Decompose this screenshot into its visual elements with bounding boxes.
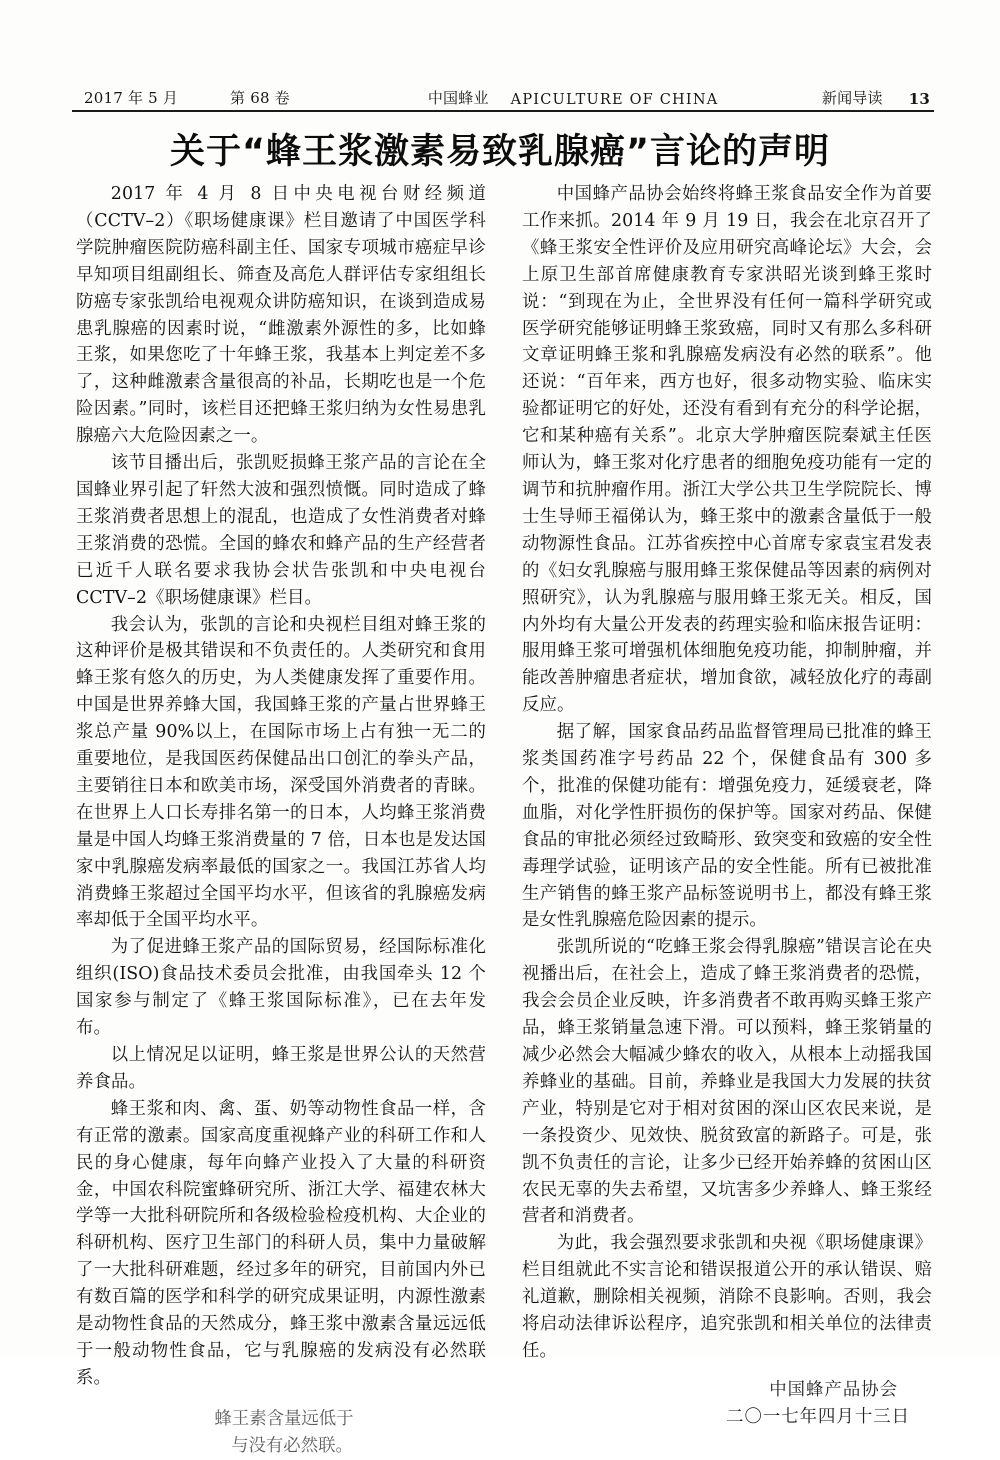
paragraph: 中国蜂产品协会始终将蜂王浆食品安全作为首要工作来抓。2014 年 9 月 19 日，我会在北京召开了《蜂王浆安全性评价及应用研究高峰论坛》大会，会上原卫生部首席健康教育专家洪昭光谈到蜂王浆时说：“到现在为止，全世界没有任何一篇科学研究或医学研究能够证明蜂王浆致癌，同时又有那么多科研文章证明蜂王浆和乳腺癌发病没有必然的联系”。他还说：“百年来，西方也好，很多动物实验、临床实验都证明它的好处，还没有看到有充分的科学论据，它和某种癌有关系”。北京大学肿瘤医院秦斌主任医师认为，蜂王浆对化疗患者的细胞免疫功能有一定的调节和抗肿瘤作用。浙江大学公共卫生学院院长、博士生导师王福俤认为，蜂王浆中的激素含量低于一般动物源性食品。江苏省疾控中心首席专家袁宝君发表的《妇女乳腺癌与服用蜂王浆保健品等因素的病例对照研究》，认为乳腺癌与服用蜂王浆无关。相反，国内外均有大量公开发表的药理实验和临床报告证明：服用蜂王浆可增强机体细胞免疫功能，抑制肿瘤，并能改善肿瘤患者症状，增加食欲，减轻放化疗的毒副反应。	[522, 184, 932, 716]
signature-block	[522, 1377, 932, 1431]
running-head-journal-cn: 中国蜂业	[427, 89, 489, 107]
page-number: 13	[908, 90, 930, 108]
paragraph: 以上情况足以证明，蜂王浆是世界公认的天然营养食品。	[76, 1045, 486, 1092]
paragraph: 蜂王浆和肉、禽、蛋、奶等动物性食品一样，含有正常的激素。国家高度重视蜂产业的科研工作和人民的身心健康，每年向蜂产业投入了大量的科研资金，中国农科院蜜蜂研究所、浙江大学、福建农林大学等一大批科研院所和各级检验检疫机构、大企业的科研机构、医疗卫生部门的科研人员，集中力量破解了一大批科研难题，经过多年的研究，目前国内外已有数百篇的医学和科学的研究成果证明，内源性激素是动物性食品的天然成分，蜂王浆中激素含量远远低于一般动物性食品，它与乳腺癌的发病没有必然联系。	[76, 1098, 486, 1388]
running-head-volume: 第 68 卷	[230, 89, 290, 107]
running-head-rule	[72, 110, 934, 112]
running-head	[78, 82, 930, 108]
running-head-journal-en: APICULTURE OF CHINA	[510, 92, 719, 108]
paragraph: 2017 年 4 月 8 日中央电视台财经频道（CCTV–2）《职场健康课》栏目邀请了中国医学科学院肿瘤医院防癌科副主任、国家专项城市癌症早诊早知项目组副组长、筛查及高危人群评估专家组组长防癌专家张凯给电视观众讲防癌知识，在谈到造成易患乳腺癌的因素时说，“雌激素外源性的多，比如蜂王浆，如果您吃了十年蜂王浆，我基本上判定差不多了，这种雌激素含量很高的补品，长期吃也是一个危险因素。”同时，该栏目还把蜂王浆归纳为女性易患乳腺癌六大危险因素之一。	[76, 184, 486, 447]
paragraph: 为了促进蜂王浆产品的国际贸易，经国际标准化组织(ISO)食品技术委员会批准，由我国牵头 12 个国家参与制定了《蜂王浆国际标准》，已在去年发布。	[76, 937, 486, 1039]
left-column	[76, 181, 486, 1460]
article-body	[76, 181, 932, 1460]
running-head-date: 2017 年 5 月	[84, 89, 179, 107]
running-head-section: 新闻导读	[821, 89, 883, 107]
trailing-fragment-line-2: 与没有必然联。	[231, 1435, 353, 1456]
paragraph: 张凯所说的“吃蜂王浆会得乳腺癌”错误言论在央视播出后，在社会上，造成了蜂王浆消费者的恐慌，我会会员企业反映，许多消费者不敢再购买蜂王浆产品，蜂王浆销量急速下滑。可以预料，蜂王浆销量的减少必然会大幅减少蜂农的收入，从根本上动摇我国养蜂业的基础。目前，养蜂业是我国大力发展的扶贫产业，特别是它对于相对贫困的深山区农民来说，是一条投资少、见效快、脱贫致富的新路子。可是，张凯不负责任的言论，让多少已经开始养蜂的贫困山区农民无辜的失去希望，又坑害多少养蜂人、蜂王浆经营者和消费者。	[522, 937, 932, 1227]
paragraph: 为此，我会强烈要求张凯和央视《职场健康课》栏目组就此不实言论和错误报道公开的承认错误、赔礼道歉，删除相关视频，消除不良影响。否则，我会将启动法律诉讼程序，追究张凯和相关单位的法律责任。	[522, 1233, 932, 1361]
signature-date: 二〇一七年四月十三日	[726, 1406, 910, 1427]
paragraph: 我会认为，张凯的言论和央视栏目组对蜂王浆的这种评价是极其错误和不负责任的。人类研究和食用蜂王浆有悠久的历史，为人类健康发挥了重要作用。中国是世界养蜂大国，我国蜂王浆的产量占世界蜂王浆总产量 90%以上，在国际市场上占有独一无二的重要地位，是我国医药保健品出口创汇的拳头产品，主要销往日本和欧美市场，深受国外消费者的青睐。在世界上人口长寿排名第一的日本，人均蜂王浆消费量是中国人均蜂王浆消费量的 7 倍，日本也是发达国家中乳腺癌发病率最低的国家之一。我国江苏省人均消费蜂王浆超过全国平均水平，但该省的乳腺癌发病率却低于全国平均水平。	[76, 614, 486, 931]
paragraph: 据了解，国家食品药品监督管理局已批准的蜂王浆类国药准字号药品 22 个，保健食品有 300 多个，批准的保健功能有：增强免疫力，延缓衰老，降血脂，对化学性肝损伤的保护等。国家对药品、保健食品的审批必须经过致畸形、致突变和致癌的安全性毒理学试验，证明该产品的安全性能。所有已被批准生产销售的蜂王浆产品标签说明书上，都没有蜂王浆是女性乳腺癌危险因素的提示。	[522, 722, 932, 931]
page-title: 关于“蜂王浆激素易致乳腺癌”言论的声明	[169, 132, 830, 172]
right-column	[522, 181, 932, 1460]
trailing-fragment	[76, 1406, 486, 1460]
signature-organization: 中国蜂产品协会	[769, 1379, 898, 1400]
trailing-fragment-line-1: 蜂王素含量远低于	[214, 1408, 354, 1429]
paragraph: 该节目播出后，张凯贬损蜂王浆产品的言论在全国蜂业界引起了轩然大波和强烈愤慨。同时造成了蜂王浆消费者思想上的混乱，也造成了女性消费者对蜂王浆消费的恐慌。全国的蜂农和蜂产品的生产经营者已近千人联名要求我协会状告张凯和中央电视台 CCTV–2《职场健康课》栏目。	[76, 453, 486, 608]
